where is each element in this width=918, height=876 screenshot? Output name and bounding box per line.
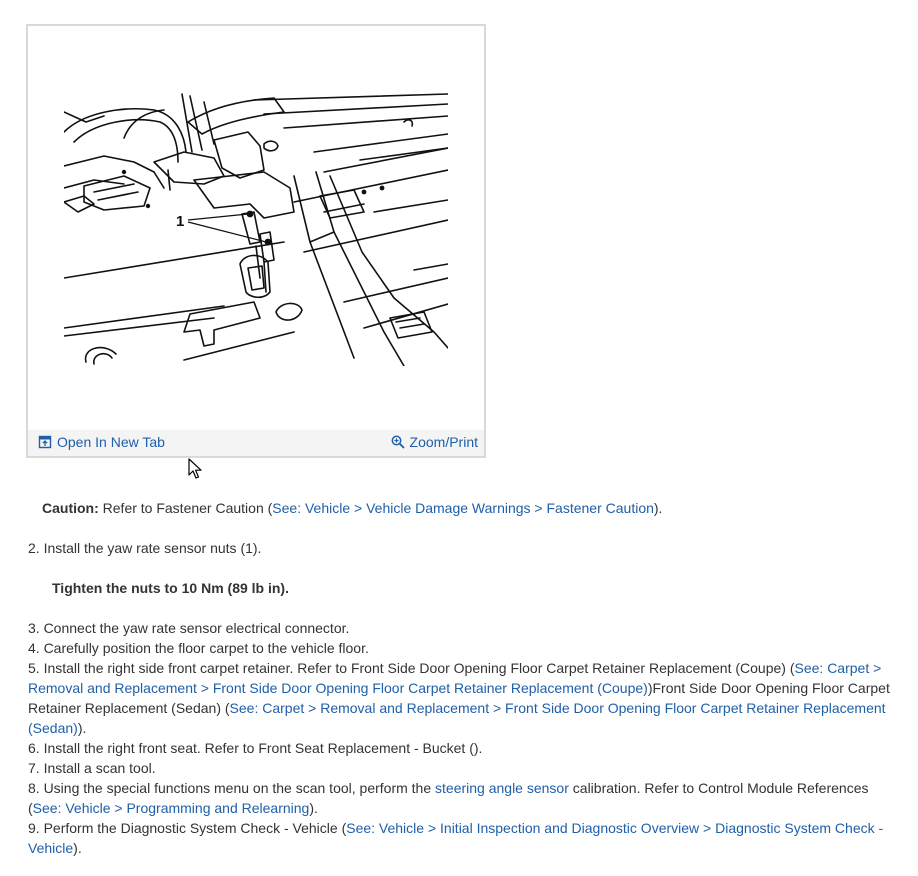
open-in-new-tab-button[interactable] xyxy=(38,434,165,450)
step-8-text: 8. Using the special functions menu on the scan tool, perform the xyxy=(28,780,436,796)
callout-label: 1 xyxy=(176,213,185,230)
steering-angle-sensor-link[interactable]: steering angle sensor xyxy=(435,780,569,796)
step-9-text-end: ). xyxy=(73,840,82,856)
diagnostic-system-check-link[interactable]: See: Vehicle > Initial Inspection and Diagnostic Overview > Diagnostic System Check - Vehicle xyxy=(28,820,884,856)
programming-relearning-link[interactable]: See: Vehicle > Programming and Relearning xyxy=(32,800,310,816)
caution-label: Caution: xyxy=(42,500,99,516)
figure-card xyxy=(26,24,486,458)
step-2: 2. Install the yaw rate sensor nuts (1). xyxy=(28,540,262,556)
step-5-text-end: ). xyxy=(77,720,87,736)
step-8 xyxy=(28,778,890,818)
torque-spec: Tighten the nuts to 10 Nm (89 lb in). xyxy=(52,580,289,596)
step-8-text-mid: calibration. Refer to Control Module References ( xyxy=(28,780,869,816)
step-9 xyxy=(28,818,890,858)
zoom-print-label: Zoom/Print xyxy=(409,434,478,450)
carpet-retainer-sedan-link[interactable]: See: Carpet > Removal and Replacement > Front Side Door Opening Floor Carpet Retainer Replacement (Sedan) xyxy=(28,700,886,736)
step-5 xyxy=(28,658,890,738)
step-4: 4. Carefully position the floor carpet to the vehicle floor. xyxy=(28,640,369,656)
step-3: 3. Connect the yaw rate sensor electrical connector. xyxy=(28,620,350,636)
open-in-new-tab-label: Open In New Tab xyxy=(57,434,165,450)
figure-toolbar xyxy=(28,430,484,456)
step-9-text: 9. Perform the Diagnostic System Check - Vehicle ( xyxy=(28,820,347,836)
caution-note xyxy=(42,498,890,518)
zoom-print-button[interactable] xyxy=(391,434,478,450)
caution-text: Refer to Fastener Caution ( xyxy=(98,500,273,516)
magnifier-plus-icon xyxy=(391,435,405,449)
carpet-retainer-coupe-link[interactable]: See: Carpet > Removal and Replacement > Front Side Door Opening Floor Carpet Retainer Replacement (Coupe) xyxy=(28,660,882,696)
step-8-text-end: ). xyxy=(309,800,318,816)
step-6: 6. Install the right front seat. Refer to Front Seat Replacement - Bucket (). xyxy=(28,740,483,756)
step-5-text-mid: )Front Side Door Opening Floor Carpet Retainer Replacement (Sedan) ( xyxy=(28,680,890,716)
mouse-cursor-icon xyxy=(188,458,204,480)
fastener-caution-link[interactable]: See: Vehicle > Vehicle Damage Warnings > Fastener Caution xyxy=(272,500,654,516)
step-7: 7. Install a scan tool. xyxy=(28,760,156,776)
open-new-tab-icon xyxy=(38,435,52,449)
yaw-rate-sensor-diagram xyxy=(64,92,448,366)
caution-text-end: ). xyxy=(653,500,663,516)
procedure-text xyxy=(28,498,890,858)
step-5-text: 5. Install the right side front carpet retainer. Refer to Front Side Door Opening Floor Carpet Retainer Replacement (Coupe) ( xyxy=(28,660,795,676)
